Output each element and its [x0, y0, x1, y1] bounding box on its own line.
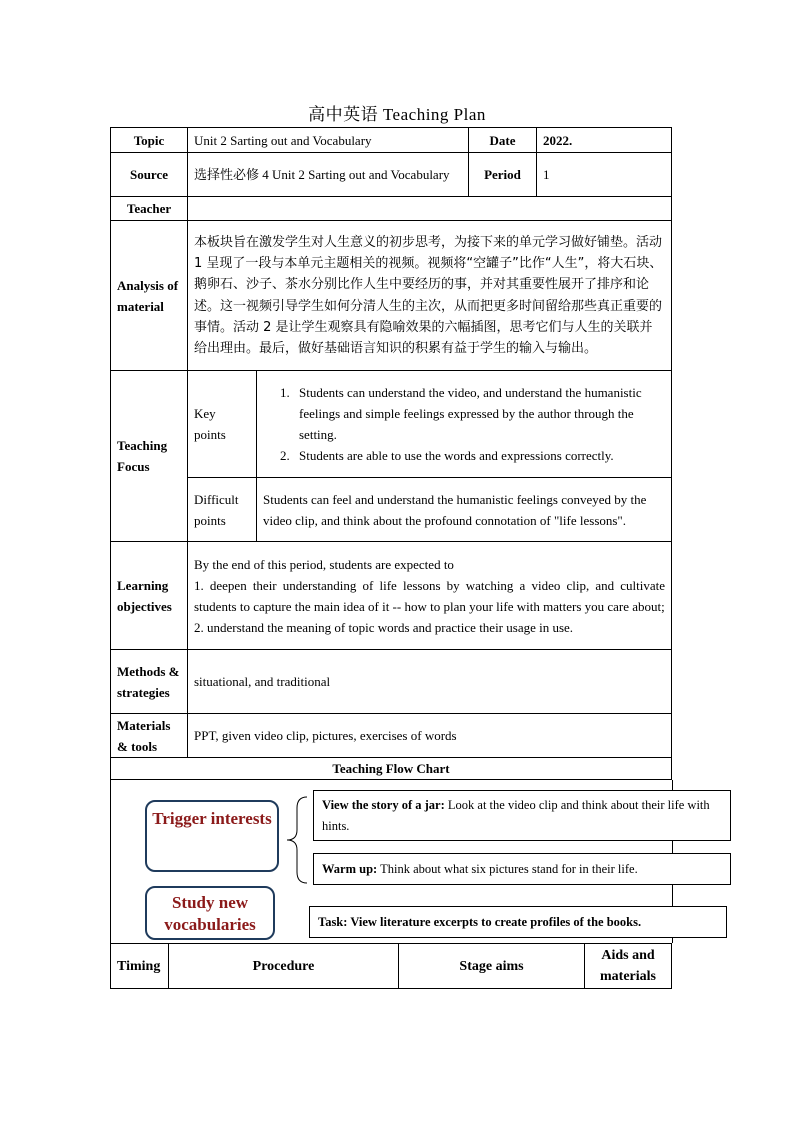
topic-row — [111, 128, 672, 153]
objectives-intro: By the end of this period, students are expected to — [194, 556, 454, 572]
trigger-interests-label: Trigger interests — [152, 809, 272, 828]
teacher-value — [188, 197, 672, 221]
teacher-label: Teacher — [111, 197, 188, 221]
warm-up-box — [313, 853, 731, 885]
aids-materials-header: Aids and materials — [585, 944, 672, 989]
warm-up-text: Think about what six pictures stand for in their life. — [377, 862, 638, 876]
methods-value: situational, and traditional — [188, 650, 672, 714]
source-label: Source — [111, 153, 188, 197]
task-text: Task: View literature excerpts to create profiles of the books. — [318, 915, 642, 929]
materials-value: PPT, given video clip, pictures, exercises of words — [188, 714, 672, 758]
flow-chart-header: Teaching Flow Chart — [111, 758, 672, 780]
story-of-jar-box — [313, 790, 731, 841]
story-of-jar-text: Look at the video clip and think about their life with hints. — [322, 798, 710, 833]
teaching-plan-table — [110, 127, 672, 780]
difficult-points-label: Difficult points — [188, 478, 257, 542]
story-of-jar-title: View the story of a jar: — [322, 798, 445, 812]
study-new-vocabularies-node — [145, 886, 275, 940]
difficult-points-row — [111, 478, 672, 542]
teacher-row — [111, 197, 672, 221]
objectives-label: Learning objectives — [111, 542, 188, 650]
materials-label: Materials & tools — [111, 714, 188, 758]
objective-item: 1. deepen their understanding of life lessons by watching a video clip, and cultivate students to capture the main idea of it -- how to plan your life with matters you care about; — [194, 577, 665, 614]
difficult-points-text: Students can feel and understand the humanistic feelings conveyed by the video clip, and think about the profound connotation of "life lessons". — [257, 478, 672, 542]
methods-label: Methods & strategies — [111, 650, 188, 714]
teaching-focus-label: Teaching Focus — [111, 371, 188, 542]
period-value: 1 — [537, 153, 672, 197]
flow-chart — [110, 780, 710, 943]
objective-item: 2. understand the meaning of topic words and practice their usage in use. — [194, 619, 574, 635]
materials-row — [111, 714, 672, 758]
procedure-header-table — [110, 943, 672, 989]
period-label: Period — [469, 153, 537, 197]
objectives-cell — [188, 542, 672, 650]
topic-label: Topic — [111, 128, 188, 153]
procedure-header-row — [111, 944, 672, 989]
warm-up-title: Warm up: — [322, 862, 378, 876]
flow-header-row — [111, 758, 672, 780]
key-point-item: 2. Students are able to use the words and expressions correctly. — [293, 445, 665, 466]
analysis-text: 本板块旨在激发学生对人生意义的初步思考，为接下来的单元学习做好铺垫。活动 1 呈现了一段与本单元主题相关的视频。视频将“空罐子”比作“人生”，将大石块、鹅卵石、沙子、茶水分别比作人生中要经历的事，并对其重要性展开了排序和论述。这一视频引导学生如何分清人生的主次，从而把更多时间留给那些真正重要的事情。活动 2 是让学生观察具有隐喻效果的六幅插图，思考它们与人生的关联并给出理由。最后，做好基础语言知识的积累有益于学生的输入与输出。 — [188, 221, 672, 371]
objectives-row — [111, 542, 672, 650]
analysis-row — [111, 221, 672, 371]
key-points-label: Key points — [188, 371, 257, 478]
analysis-label: Analysis of material — [111, 221, 188, 371]
page-title: 高中英语 Teaching Plan — [308, 105, 486, 124]
date-label: Date — [469, 128, 537, 153]
key-point-item: 1. Students can understand the video, and understand the humanistic feelings and simple feelings expressed by the author through the setting. — [293, 382, 665, 445]
methods-row — [111, 650, 672, 714]
source-value: 选择性必修 4 Unit 2 Sarting out and Vocabulary — [188, 153, 469, 197]
trigger-interests-node — [145, 800, 279, 872]
key-points-cell — [257, 371, 672, 478]
stage-aims-header: Stage aims — [399, 944, 585, 989]
procedure-header: Procedure — [169, 944, 399, 989]
source-row — [111, 153, 672, 197]
key-points-row — [111, 371, 672, 478]
timing-header: Timing — [111, 944, 169, 989]
key-points-list — [263, 382, 665, 466]
topic-value: Unit 2 Sarting out and Vocabulary — [188, 128, 469, 153]
brace-icon — [283, 796, 311, 884]
date-value: 2022. — [537, 128, 672, 153]
study-new-vocabularies-label: Study new vocabularies — [164, 893, 256, 934]
task-box — [309, 906, 727, 938]
